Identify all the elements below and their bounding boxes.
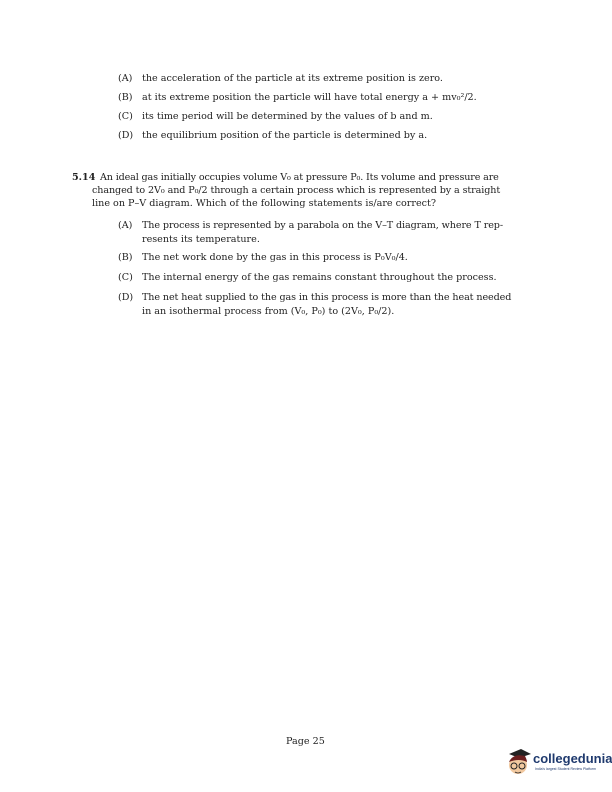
question-text: line on P–V diagram. Which of the following statements is/are correct? [92, 198, 437, 209]
option-label: (A) [118, 220, 133, 231]
question-text: changed to 2V₀ and P₀/2 through a certain process which is represented by a straight [92, 185, 501, 196]
question-text: An ideal gas initially occupies volume V₀ at pressure P₀. Its volume and pressure are [100, 172, 499, 183]
logo-tagline: India's largest Student Review Platform [535, 767, 596, 771]
mascot-icon [505, 748, 533, 778]
question-number: 5.14 [72, 172, 96, 183]
option-label: (D) [118, 130, 134, 141]
option-text: The process is represented by a parabola on the V–T diagram, where T rep- [142, 220, 503, 231]
option-label: (B) [118, 252, 133, 263]
option-label: (A) [118, 73, 133, 84]
option-label: (C) [118, 111, 133, 122]
option-label: (C) [118, 272, 133, 283]
option-text: resents its temperature. [142, 234, 260, 245]
option-text: in an isothermal process from (V₀, P₀) to (2V₀, P₀/2). [142, 306, 395, 317]
option-text: the equilibrium position of the particle is determined by a. [142, 130, 428, 141]
option-text: The internal energy of the gas remains constant throughout the process. [142, 272, 497, 283]
option-label: (D) [118, 292, 134, 303]
option-text: at its extreme position the particle will have total energy a + mv₀²/2. [142, 92, 477, 103]
option-text: the acceleration of the particle at its extreme position is zero. [142, 73, 443, 84]
option-text: The net heat supplied to the gas in this process is more than the heat needed [142, 292, 512, 303]
logo-name: collegedunia [533, 751, 612, 766]
option-label: (B) [118, 92, 133, 103]
option-text: The net work done by the gas in this process is P₀V₀/4. [142, 252, 408, 263]
page-number: Page 25 [286, 736, 325, 747]
option-text: its time period will be determined by the values of b and m. [142, 111, 433, 122]
collegedunia-logo [505, 748, 612, 778]
